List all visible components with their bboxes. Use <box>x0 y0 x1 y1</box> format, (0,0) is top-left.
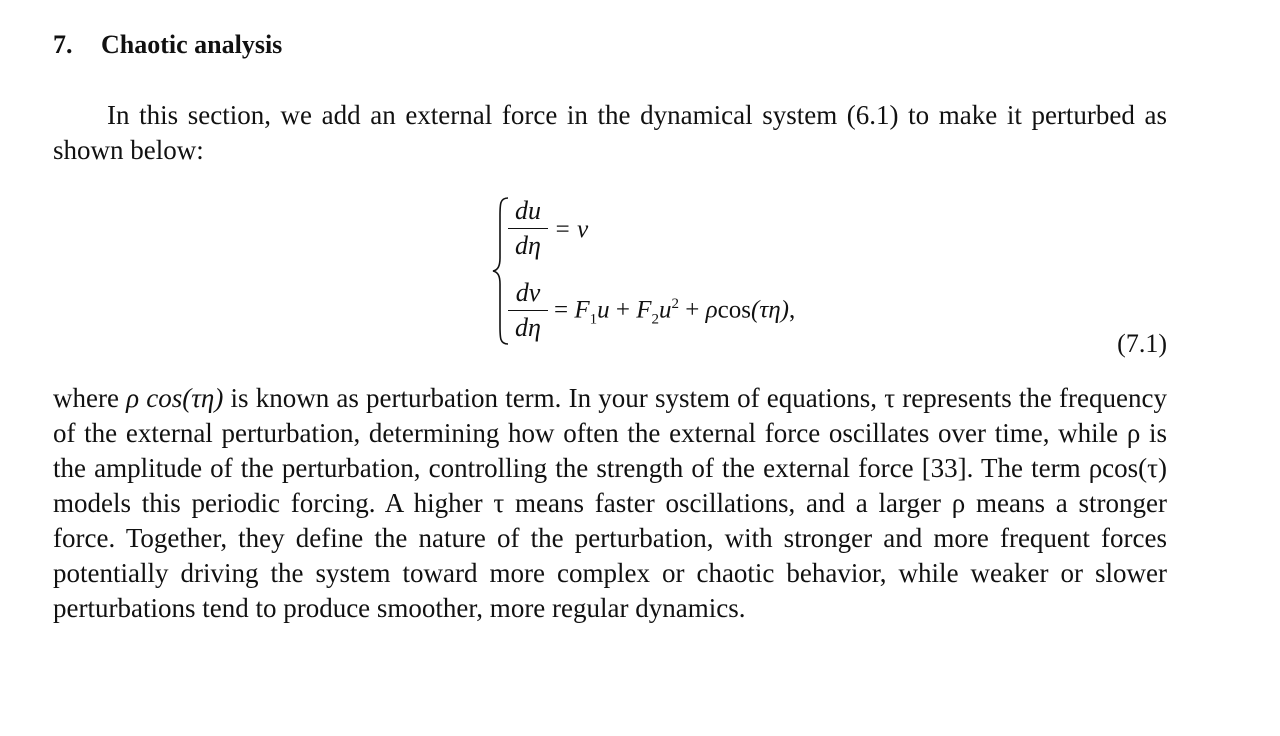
equation-1-rhs <box>554 216 588 244</box>
superscript-2: 2 <box>671 296 680 312</box>
section-number: 7. <box>53 30 73 59</box>
intro-paragraph: In this section, we add an external force in the dynamical system (6.1) to make it perturbed as shown below: <box>53 100 1167 165</box>
plus-sign: + <box>679 296 706 324</box>
section-heading <box>53 30 282 60</box>
fraction-denominator: dη <box>515 313 541 342</box>
symbol-rho: ρ <box>705 296 718 324</box>
symbol-F2: F <box>636 296 652 324</box>
body-rest: is known as perturbation term. In your system of equations, τ represents the frequency of the external perturbation, determining how often the external force oscillates over time, while ρ is the amplitude of the perturbation, controlling the strength of the external force [33]. The term ρcos(τ) models this periodic forcing. A higher τ means faster oscillations, and a larger ρ means a stronger force. Together, they define the nature of the perturbation, with stronger and more frequent forces potentially driving the system toward more complex or chaotic behavior, while weaker or slower perturbations tend to produce smoother, more regular dynamics. <box>53 383 1167 623</box>
fraction-denominator: dη <box>515 231 541 260</box>
fraction-bar <box>508 310 548 311</box>
equals-sign: = <box>554 296 575 324</box>
symbol-u-squared: u <box>659 296 672 324</box>
cos-function: cos <box>717 296 751 324</box>
equation-system <box>492 192 832 352</box>
symbol-u: u <box>597 296 610 324</box>
comma: , <box>788 296 796 324</box>
subscript-1: 1 <box>589 311 598 328</box>
inline-perturbation-term: ρ cos(τη) <box>126 383 224 413</box>
fraction-numerator: dv <box>515 278 541 307</box>
cos-argument: (τη) <box>750 296 789 324</box>
body-lead: where <box>53 383 127 413</box>
subscript-2: 2 <box>651 311 660 328</box>
fraction-numerator: du <box>515 196 541 225</box>
eq1-rhs-text: = v <box>554 216 589 243</box>
symbol-F1: F <box>574 296 590 324</box>
plus-sign: + <box>609 296 637 324</box>
fraction-bar <box>508 228 548 229</box>
body-paragraph <box>53 381 1167 626</box>
equation-2-rhs <box>554 296 795 328</box>
fraction-du-deta <box>508 196 548 261</box>
fraction-dv-deta <box>508 278 548 343</box>
section-title: Chaotic analysis <box>101 30 283 59</box>
equation-number: (7.1) <box>1117 329 1167 358</box>
